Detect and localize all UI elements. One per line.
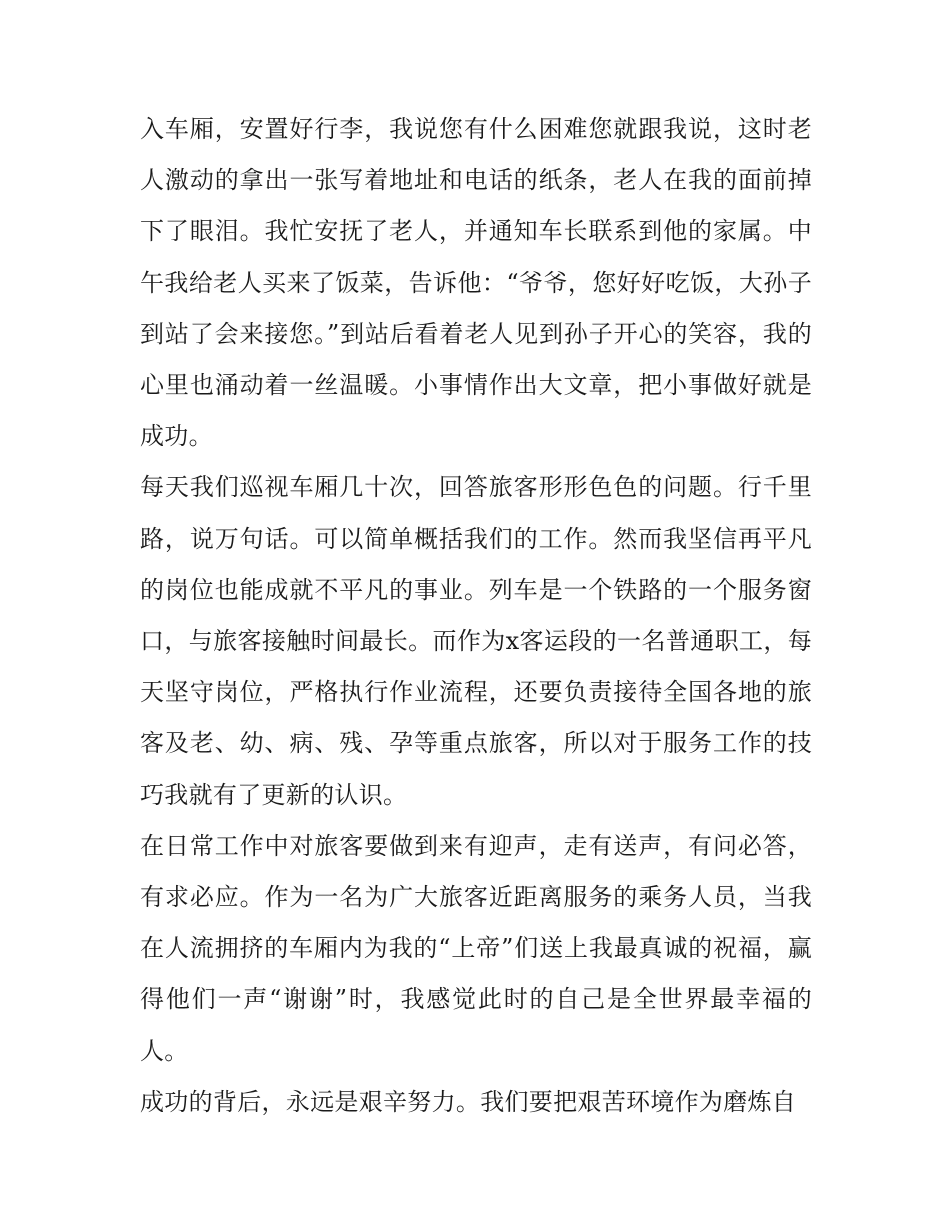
paragraph: 成功的背后，永远是艰辛努力。我们要把艰苦环境作为磨炼自 (140, 1087, 797, 1116)
paragraph: 每天我们巡视车厢几十次，回答旅客形形色色的问题。行千里路，说万句话。可以简单概括我们的工作。然而我坚信再平凡的岗位也能成就不平凡的事业。列车是一个铁路的一个服务窗口，与旅客接触时间最长。而作为x客运段的一名普通职工，每天坚守岗位，严格执行作业流程，还要负责接待全国各地的旅客及老、幼、病、残、孕等重点旅客，所以对于服务工作的技巧我就有了更新的认识。 (140, 473, 812, 809)
paragraph: 在日常工作中对旅客要做到来有迎声，走有送声，有问必答，有求必应。作为一名为广大旅客近距离服务的乘务人员，当我在人流拥挤的车厢内为我的“上帝”们送上我最真诚的祝福，赢得他们一声“谢谢”时，我感觉此时的自己是全世界最幸福的人。 (140, 831, 812, 1065)
paragraph: 入车厢，安置好行李，我说您有什么困难您就跟我说，这时老人激动的拿出一张写着地址和电话的纸条，老人在我的面前掉下了眼泪。我忙安抚了老人，并通知车长联系到他的家属。中午我给老人买来了饭菜，告诉他：“爷爷，您好好吃饭，大孙子到站了会来接您。”到站后看着老人见到孙子开心的笑容，我的心里也涌动着一丝温暖。小事情作出大文章，把小事做好就是成功。 (140, 115, 812, 451)
document-page (140, 104, 812, 1128)
